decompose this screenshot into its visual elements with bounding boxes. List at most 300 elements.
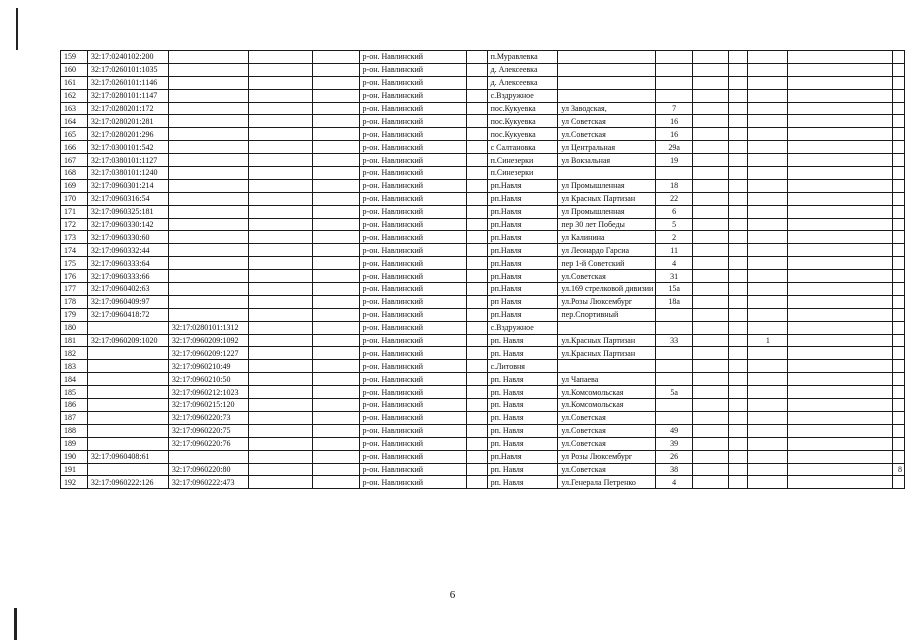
table-row	[61, 424, 905, 437]
related-cadastral-number-cell	[168, 89, 248, 102]
cadastral-number-cell	[87, 399, 168, 412]
locality-cell: рп. Навля	[487, 424, 558, 437]
empty-cell	[466, 115, 487, 128]
empty-cell	[466, 51, 487, 64]
related-cadastral-number-cell	[168, 141, 248, 154]
empty-cell	[466, 63, 487, 76]
empty-cell	[729, 360, 748, 373]
locality-cell: д. Алексеевка	[487, 63, 558, 76]
street-cell: ул.Советская	[558, 437, 656, 450]
locality-cell: рп. Навля	[487, 463, 558, 476]
locality-cell: с.Вздружное	[487, 321, 558, 334]
empty-cell	[692, 308, 728, 321]
empty-cell	[893, 411, 905, 424]
street-cell	[558, 167, 656, 180]
quantity-cell	[748, 373, 788, 386]
empty-cell	[692, 231, 728, 244]
empty-cell	[729, 334, 748, 347]
street-cell: ул.Советская	[558, 424, 656, 437]
empty-cell	[729, 257, 748, 270]
empty-cell	[248, 51, 312, 64]
related-cadastral-number-cell: 32:17:0960220:76	[168, 437, 248, 450]
table-row	[61, 192, 905, 205]
related-cadastral-number-cell	[168, 76, 248, 89]
related-cadastral-number-cell: 32:17:0960209:1227	[168, 347, 248, 360]
quantity-cell	[748, 102, 788, 115]
locality-cell: рп. Навля	[487, 476, 558, 489]
district-cell: р-он. Навлинский	[359, 218, 466, 231]
row-number-cell: 191	[61, 463, 88, 476]
empty-cell	[692, 476, 728, 489]
quantity-cell	[748, 437, 788, 450]
empty-cell	[466, 244, 487, 257]
empty-cell	[788, 399, 893, 412]
cadastral-number-cell: 32:17:0960209:1020	[87, 334, 168, 347]
empty-cell	[692, 424, 728, 437]
row-number-cell: 169	[61, 179, 88, 192]
quantity-cell	[748, 167, 788, 180]
locality-cell: рп. Навля	[487, 411, 558, 424]
empty-cell	[893, 128, 905, 141]
district-cell: р-он. Навлинский	[359, 321, 466, 334]
empty-cell	[893, 192, 905, 205]
cadastral-number-cell: 32:17:0960333:64	[87, 257, 168, 270]
district-cell: р-он. Навлинский	[359, 51, 466, 64]
table-row	[61, 386, 905, 399]
empty-cell	[312, 450, 359, 463]
district-cell: р-он. Навлинский	[359, 154, 466, 167]
quantity-cell	[748, 257, 788, 270]
locality-cell: рп.Навля	[487, 450, 558, 463]
empty-cell	[466, 231, 487, 244]
house-number-cell	[656, 399, 693, 412]
empty-cell	[466, 411, 487, 424]
empty-cell	[692, 76, 728, 89]
table-row	[61, 411, 905, 424]
table-row	[61, 76, 905, 89]
empty-cell	[893, 399, 905, 412]
table-row	[61, 399, 905, 412]
empty-cell	[248, 373, 312, 386]
locality-cell: п.Муравлевка	[487, 51, 558, 64]
row-number-cell: 166	[61, 141, 88, 154]
empty-cell	[466, 334, 487, 347]
empty-cell	[692, 450, 728, 463]
locality-cell: пос.Кукуевка	[487, 102, 558, 115]
empty-cell	[788, 334, 893, 347]
house-number-cell	[656, 167, 693, 180]
row-number-cell: 172	[61, 218, 88, 231]
cadastral-number-cell: 32:17:0280101:1147	[87, 89, 168, 102]
empty-cell	[248, 334, 312, 347]
table-row	[61, 360, 905, 373]
empty-cell	[893, 437, 905, 450]
row-number-cell: 163	[61, 102, 88, 115]
empty-cell	[788, 167, 893, 180]
quantity-cell	[748, 386, 788, 399]
empty-cell	[788, 154, 893, 167]
empty-cell	[248, 205, 312, 218]
street-cell: ул.169 стрелковой дивизии	[558, 283, 656, 296]
table-row	[61, 205, 905, 218]
empty-cell	[729, 154, 748, 167]
cadastral-number-cell: 32:17:0380101:1240	[87, 167, 168, 180]
empty-cell	[788, 295, 893, 308]
empty-cell	[692, 192, 728, 205]
locality-cell: рп.Навля	[487, 231, 558, 244]
quantity-cell	[748, 450, 788, 463]
empty-cell	[729, 283, 748, 296]
cadastral-number-cell: 32:17:0280201:172	[87, 102, 168, 115]
empty-cell	[893, 167, 905, 180]
quantity-cell	[748, 360, 788, 373]
cadastral-number-cell: 32:17:0960408:61	[87, 450, 168, 463]
empty-cell	[692, 295, 728, 308]
empty-cell	[466, 399, 487, 412]
district-cell: р-он. Навлинский	[359, 167, 466, 180]
empty-cell	[312, 141, 359, 154]
related-cadastral-number-cell: 32:17:0960210:49	[168, 360, 248, 373]
district-cell: р-он. Навлинский	[359, 450, 466, 463]
empty-cell	[729, 347, 748, 360]
quantity-cell	[748, 476, 788, 489]
related-cadastral-number-cell: 32:17:0960215:120	[168, 399, 248, 412]
house-number-cell	[656, 347, 693, 360]
cadastral-number-cell: 32:17:0960333:66	[87, 270, 168, 283]
street-cell	[558, 360, 656, 373]
empty-cell	[788, 51, 893, 64]
empty-cell	[312, 89, 359, 102]
street-cell: ул.Розы Люксембург	[558, 295, 656, 308]
empty-cell	[893, 231, 905, 244]
district-cell: р-он. Навлинский	[359, 270, 466, 283]
empty-cell	[466, 386, 487, 399]
table-row	[61, 89, 905, 102]
table-row	[61, 373, 905, 386]
empty-cell	[312, 463, 359, 476]
street-cell: ул Советская	[558, 115, 656, 128]
house-number-cell: 22	[656, 192, 693, 205]
empty-cell	[788, 360, 893, 373]
district-cell: р-он. Навлинский	[359, 437, 466, 450]
district-cell: р-он. Навлинский	[359, 463, 466, 476]
row-number-cell: 182	[61, 347, 88, 360]
cadastral-number-cell	[87, 411, 168, 424]
empty-cell	[312, 424, 359, 437]
quantity-cell	[748, 154, 788, 167]
empty-cell	[893, 373, 905, 386]
house-number-cell: 6	[656, 205, 693, 218]
empty-cell	[692, 257, 728, 270]
property-register-table	[60, 50, 905, 489]
related-cadastral-number-cell	[168, 128, 248, 141]
related-cadastral-number-cell: 32:17:0960220:75	[168, 424, 248, 437]
empty-cell	[893, 141, 905, 154]
empty-cell	[893, 115, 905, 128]
empty-cell	[312, 334, 359, 347]
related-cadastral-number-cell	[168, 192, 248, 205]
empty-cell	[893, 321, 905, 334]
cadastral-number-cell	[87, 373, 168, 386]
cadastral-number-cell	[87, 386, 168, 399]
empty-cell	[788, 115, 893, 128]
empty-cell	[893, 270, 905, 283]
empty-cell	[788, 463, 893, 476]
house-number-cell: 15а	[656, 283, 693, 296]
table-row	[61, 347, 905, 360]
row-number-cell: 175	[61, 257, 88, 270]
empty-cell	[466, 89, 487, 102]
locality-cell: рп. Навля	[487, 373, 558, 386]
quantity-cell	[748, 115, 788, 128]
empty-cell	[788, 89, 893, 102]
row-number-cell: 161	[61, 76, 88, 89]
district-cell: р-он. Навлинский	[359, 115, 466, 128]
empty-cell	[466, 128, 487, 141]
empty-cell	[312, 205, 359, 218]
empty-cell	[312, 476, 359, 489]
empty-cell	[248, 424, 312, 437]
empty-cell	[466, 360, 487, 373]
locality-cell: рп.Навля	[487, 205, 558, 218]
table-row	[61, 283, 905, 296]
empty-cell	[312, 270, 359, 283]
table-row	[61, 179, 905, 192]
locality-cell: рп.Навля	[487, 218, 558, 231]
empty-cell	[312, 128, 359, 141]
table-row	[61, 321, 905, 334]
empty-cell	[729, 270, 748, 283]
cadastral-number-cell: 32:17:0960332:44	[87, 244, 168, 257]
quantity-cell	[748, 424, 788, 437]
related-cadastral-number-cell	[168, 283, 248, 296]
related-cadastral-number-cell: 32:17:0280101:1312	[168, 321, 248, 334]
locality-cell: пос.Кукуевка	[487, 115, 558, 128]
empty-cell	[788, 141, 893, 154]
quantity-cell	[748, 205, 788, 218]
related-cadastral-number-cell: 32:17:0960222:473	[168, 476, 248, 489]
empty-cell	[248, 450, 312, 463]
district-cell: р-он. Навлинский	[359, 386, 466, 399]
cadastral-number-cell: 32:17:0960325:181	[87, 205, 168, 218]
empty-cell	[788, 476, 893, 489]
empty-cell	[893, 257, 905, 270]
empty-cell	[466, 450, 487, 463]
empty-cell	[312, 347, 359, 360]
empty-cell	[466, 295, 487, 308]
empty-cell	[893, 386, 905, 399]
empty-cell	[788, 231, 893, 244]
related-cadastral-number-cell	[168, 270, 248, 283]
empty-cell	[893, 154, 905, 167]
row-number-cell: 170	[61, 192, 88, 205]
empty-cell	[248, 231, 312, 244]
house-number-cell: 33	[656, 334, 693, 347]
street-cell: ул.Генерала Петренко	[558, 476, 656, 489]
empty-cell	[312, 386, 359, 399]
empty-cell	[248, 347, 312, 360]
empty-cell	[893, 295, 905, 308]
cadastral-number-cell: 32:17:0960402:63	[87, 283, 168, 296]
empty-cell	[466, 308, 487, 321]
locality-cell: рп.Навля	[487, 192, 558, 205]
empty-cell	[893, 283, 905, 296]
table-row	[61, 450, 905, 463]
empty-cell	[692, 63, 728, 76]
empty-cell	[729, 476, 748, 489]
street-cell	[558, 51, 656, 64]
district-cell: р-он. Навлинский	[359, 283, 466, 296]
related-cadastral-number-cell	[168, 205, 248, 218]
empty-cell	[312, 295, 359, 308]
empty-cell	[729, 128, 748, 141]
empty-cell	[729, 244, 748, 257]
empty-cell	[729, 76, 748, 89]
house-number-cell: 5	[656, 218, 693, 231]
empty-cell	[729, 411, 748, 424]
empty-cell	[788, 128, 893, 141]
house-number-cell: 26	[656, 450, 693, 463]
table-row	[61, 295, 905, 308]
empty-cell	[893, 360, 905, 373]
row-number-cell: 192	[61, 476, 88, 489]
street-cell: ул Розы Люксембург	[558, 450, 656, 463]
quantity-cell	[748, 463, 788, 476]
quantity-cell	[748, 347, 788, 360]
street-cell: ул.Комсомольская	[558, 399, 656, 412]
quantity-cell: 8	[893, 463, 905, 476]
empty-cell	[248, 63, 312, 76]
district-cell: р-он. Навлинский	[359, 76, 466, 89]
related-cadastral-number-cell	[168, 51, 248, 64]
district-cell: р-он. Навлинский	[359, 476, 466, 489]
locality-cell: рп.Навля	[487, 270, 558, 283]
quantity-cell	[748, 141, 788, 154]
row-number-cell: 176	[61, 270, 88, 283]
empty-cell	[312, 283, 359, 296]
locality-cell: рп.Навля	[487, 244, 558, 257]
row-number-cell: 165	[61, 128, 88, 141]
street-cell: ул Заводская,	[558, 102, 656, 115]
empty-cell	[248, 295, 312, 308]
house-number-cell	[656, 51, 693, 64]
empty-cell	[248, 76, 312, 89]
empty-cell	[729, 205, 748, 218]
empty-cell	[248, 321, 312, 334]
quantity-cell	[748, 63, 788, 76]
street-cell: пер 1-й Советский	[558, 257, 656, 270]
table-row	[61, 154, 905, 167]
table-row	[61, 102, 905, 115]
cadastral-number-cell	[87, 463, 168, 476]
locality-cell: рп. Навля	[487, 347, 558, 360]
empty-cell	[248, 128, 312, 141]
empty-cell	[248, 218, 312, 231]
district-cell: р-он. Навлинский	[359, 192, 466, 205]
empty-cell	[893, 308, 905, 321]
house-number-cell: 16	[656, 128, 693, 141]
empty-cell	[466, 373, 487, 386]
related-cadastral-number-cell	[168, 179, 248, 192]
house-number-cell: 5а	[656, 386, 693, 399]
cadastral-number-cell: 32:17:0960222:126	[87, 476, 168, 489]
empty-cell	[466, 192, 487, 205]
empty-cell	[729, 231, 748, 244]
empty-cell	[729, 463, 748, 476]
empty-cell	[788, 347, 893, 360]
empty-cell	[248, 437, 312, 450]
empty-cell	[729, 450, 748, 463]
related-cadastral-number-cell	[168, 257, 248, 270]
empty-cell	[729, 115, 748, 128]
district-cell: р-он. Навлинский	[359, 308, 466, 321]
cadastral-number-cell: 32:17:0960330:60	[87, 231, 168, 244]
table-row	[61, 334, 905, 347]
empty-cell	[692, 128, 728, 141]
cadastral-number-cell: 32:17:0960330:142	[87, 218, 168, 231]
district-cell: р-он. Навлинский	[359, 231, 466, 244]
street-cell	[558, 321, 656, 334]
empty-cell	[692, 334, 728, 347]
quantity-cell	[748, 179, 788, 192]
empty-cell	[788, 179, 893, 192]
empty-cell	[466, 424, 487, 437]
empty-cell	[466, 463, 487, 476]
district-cell: р-он. Навлинский	[359, 257, 466, 270]
locality-cell: рп. Навля	[487, 386, 558, 399]
empty-cell	[893, 244, 905, 257]
empty-cell	[312, 308, 359, 321]
empty-cell	[893, 102, 905, 115]
empty-cell	[692, 360, 728, 373]
empty-cell	[312, 154, 359, 167]
cadastral-number-cell: 32:17:0300101:542	[87, 141, 168, 154]
empty-cell	[788, 218, 893, 231]
scan-edge-mark	[16, 8, 18, 50]
row-number-cell: 185	[61, 386, 88, 399]
cadastral-number-cell	[87, 437, 168, 450]
row-number-cell: 177	[61, 283, 88, 296]
empty-cell	[248, 463, 312, 476]
quantity-cell	[748, 308, 788, 321]
empty-cell	[788, 257, 893, 270]
locality-cell: д. Алексеевка	[487, 76, 558, 89]
table-row	[61, 463, 905, 476]
district-cell: р-он. Навлинский	[359, 141, 466, 154]
street-cell: ул.Советская	[558, 270, 656, 283]
empty-cell	[466, 257, 487, 270]
empty-cell	[248, 141, 312, 154]
empty-cell	[312, 373, 359, 386]
street-cell: ул.Комсомольская	[558, 386, 656, 399]
empty-cell	[692, 399, 728, 412]
empty-cell	[893, 76, 905, 89]
quantity-cell	[748, 192, 788, 205]
empty-cell	[729, 167, 748, 180]
house-number-cell	[656, 373, 693, 386]
empty-cell	[466, 141, 487, 154]
empty-cell	[692, 102, 728, 115]
empty-cell	[729, 373, 748, 386]
related-cadastral-number-cell: 32:17:0960220:80	[168, 463, 248, 476]
district-cell: р-он. Навлинский	[359, 373, 466, 386]
empty-cell	[248, 115, 312, 128]
empty-cell	[692, 411, 728, 424]
table-row	[61, 115, 905, 128]
empty-cell	[312, 360, 359, 373]
empty-cell	[312, 231, 359, 244]
row-number-cell: 179	[61, 308, 88, 321]
